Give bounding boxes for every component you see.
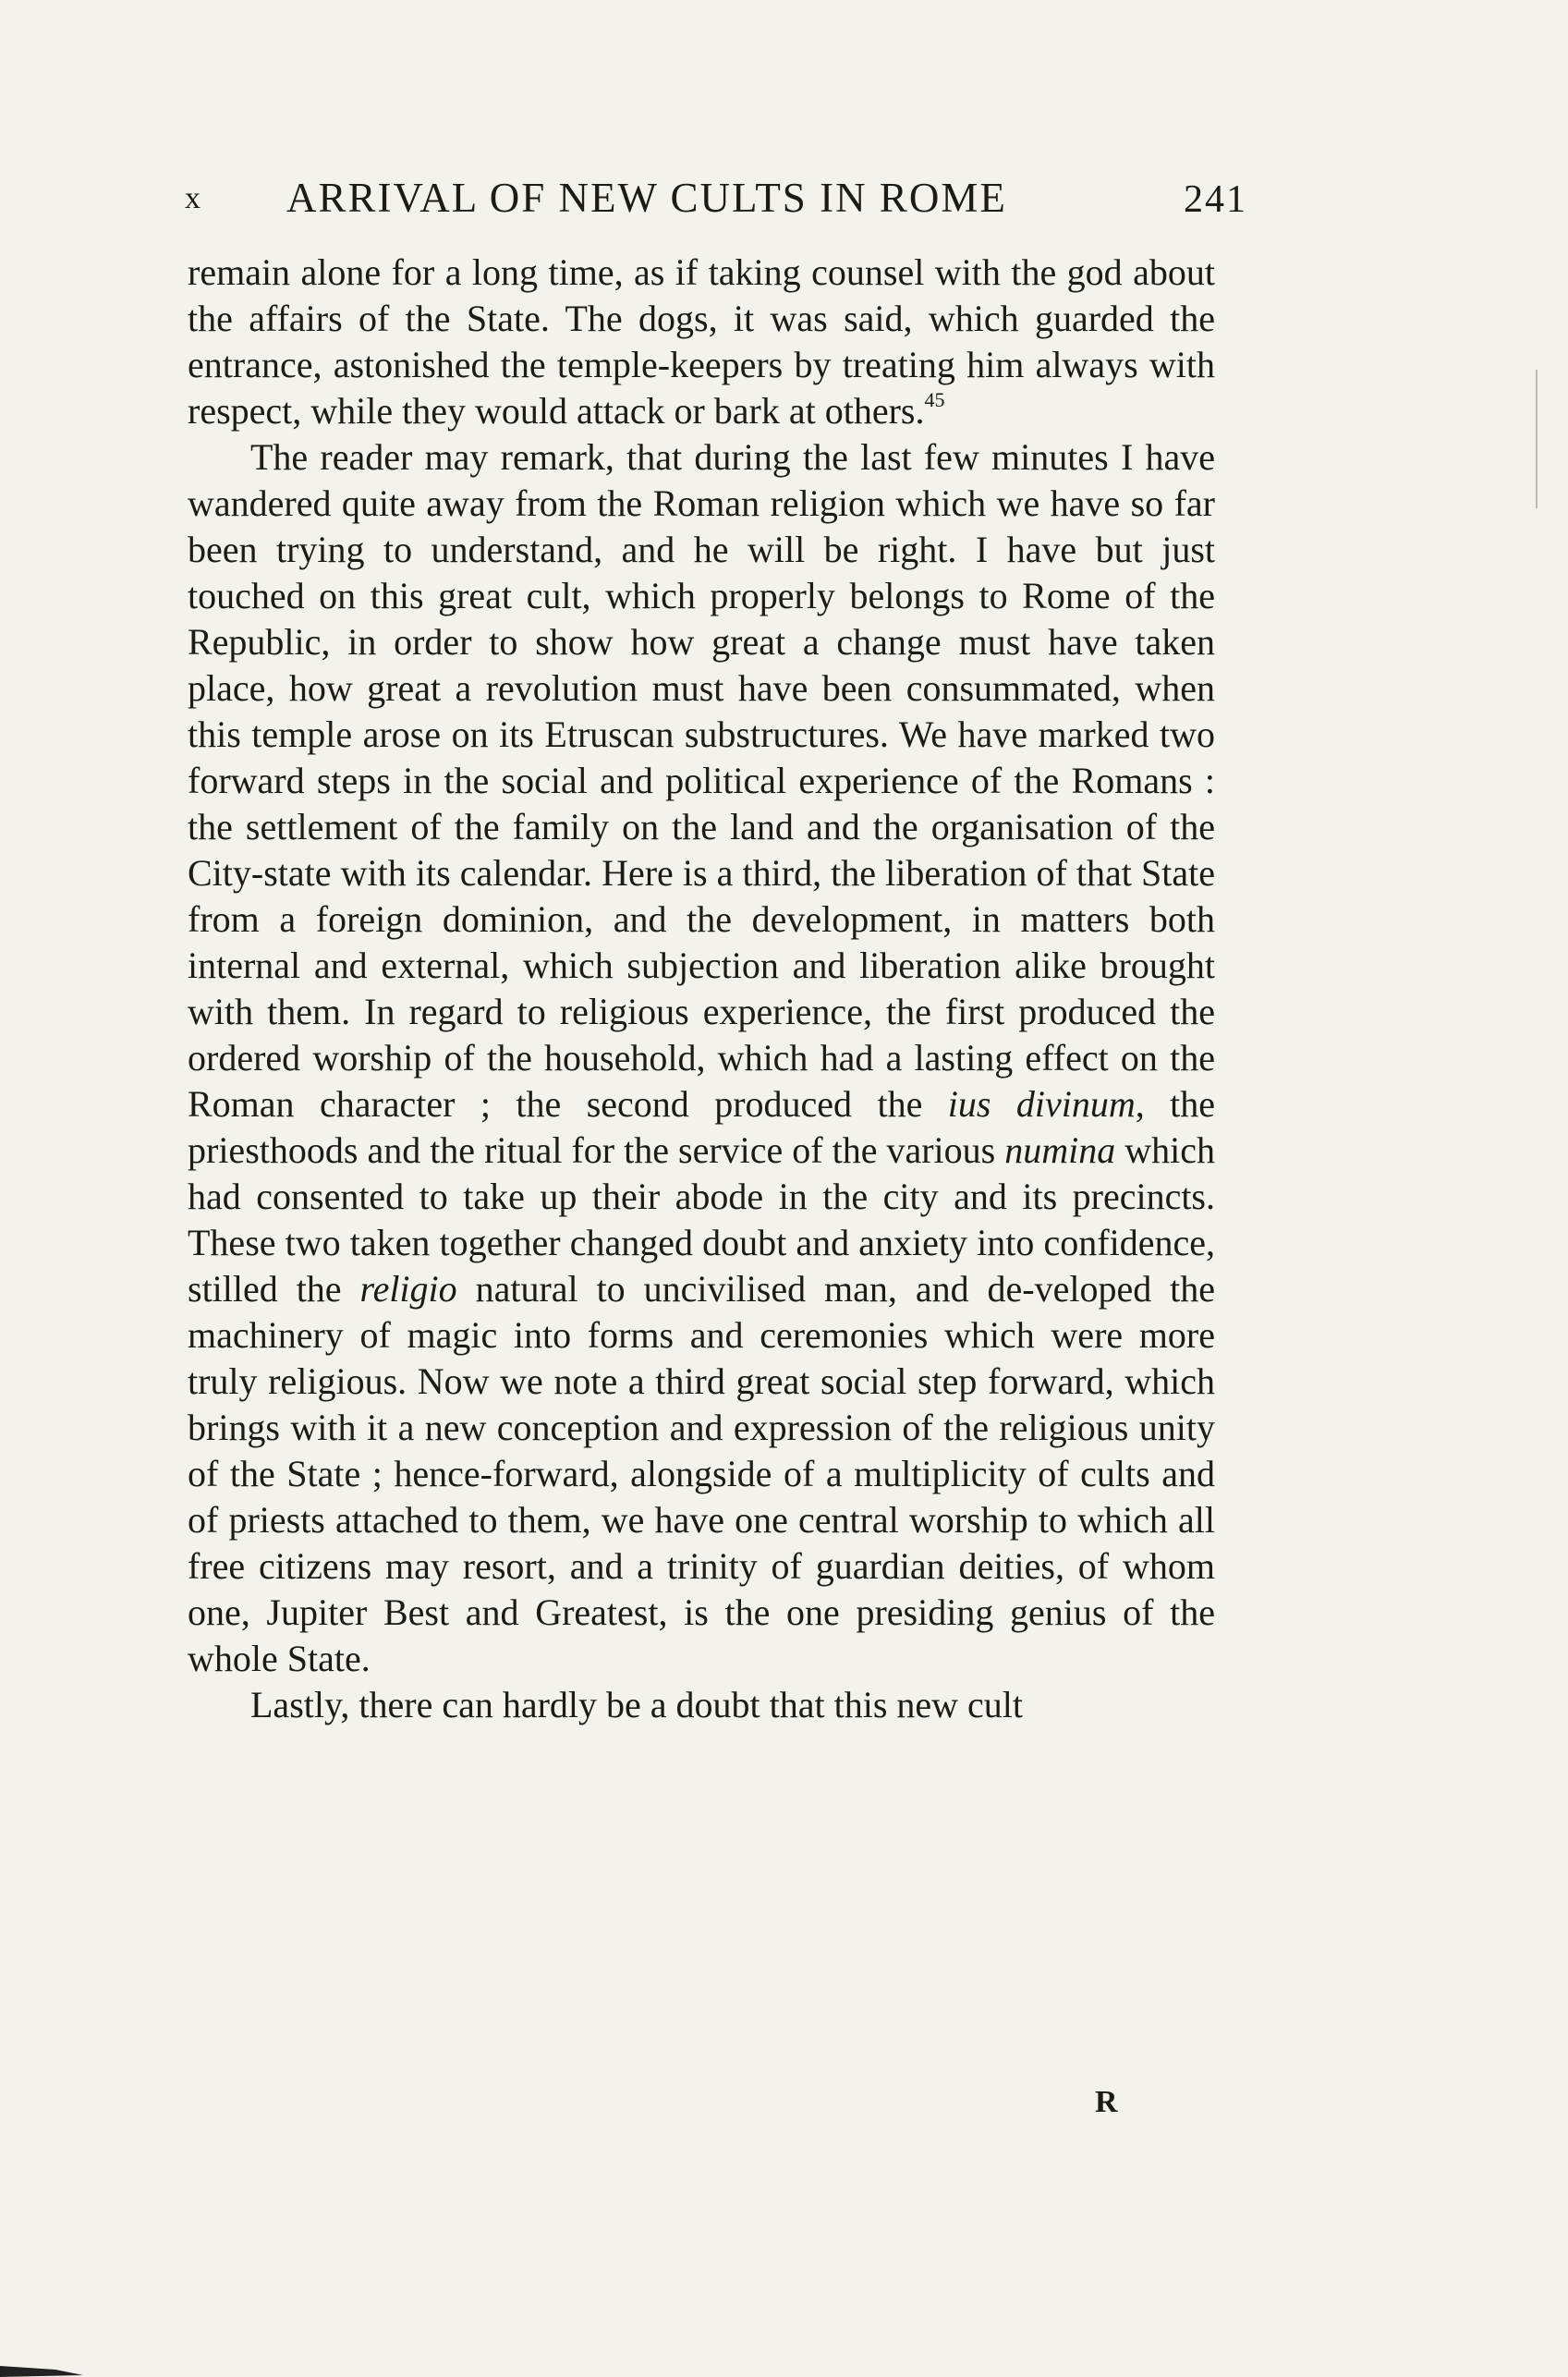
- body-text: [188, 250, 1215, 1728]
- scan-edge-mark: [0, 2357, 83, 2377]
- footnote-marker: 45: [924, 388, 945, 411]
- page-number: 241: [1184, 178, 1247, 221]
- paragraph: [188, 434, 1215, 1682]
- margin-speck: [1534, 370, 1539, 508]
- italic-term: numina: [1004, 1129, 1116, 1171]
- running-header: [185, 174, 1247, 226]
- running-title: ARRIVAL OF NEW CULTS IN ROME: [286, 175, 1007, 221]
- paragraph-continuation: [188, 250, 1215, 434]
- italic-term: ius divinum: [947, 1083, 1136, 1125]
- paragraph: [188, 1682, 1215, 1728]
- italic-term: religio: [359, 1268, 457, 1310]
- chapter-number: x: [185, 181, 202, 215]
- text-segment: natural to uncivilised man, and de-veloped the machinery of magic into forms and ceremonies which were more truly religious. Now we note a third great social step forward, which brings with it a new conception and expression of the religious unity of the State ; hence-forward, alongside of a multiplicity of cults and of priests attached to them, we have one central worship to which all free citizens may resort, and a trinity of guardian deities, of whom one, Jupiter Best and Greatest, is the one presiding genius of the whole State.: [188, 1268, 1215, 1679]
- text-segment: Lastly, there can hardly be a doubt that this new cult: [250, 1684, 1024, 1725]
- text-segment: , the priesthoods and the ritual for the service of the various: [188, 1083, 1216, 1171]
- signature-mark: R: [1095, 2085, 1119, 2119]
- text-segment: which had consented to take up their abode in the city and its precincts. These two taken together changed doubt and anxiety into confidence, stilled the: [188, 1129, 1215, 1310]
- text-segment: The reader may remark, that during the last few minutes I have wandered quite away from the Roman religion which we have so far been trying to understand, and he will be right. I have but just touched on this great cult, which properly belongs to Rome of the Republic, in order to show how great a change must have taken place, how great a revolution must have been consummated, when this temple arose on its Etruscan substructures. We have marked two forward steps in the social and political experience of the Romans : the settlement of the family on the land and the organisation of the City-state with its calendar. Here is a third, the liberation of that State from a foreign dominion, and the development, in matters both internal and external, which subjection and liberation alike brought with them. In regard to religious experience, the first produced the ordered worship of the household, which had a lasting effect on the Roman character ; the second produced the: [188, 436, 1215, 1125]
- text-segment: remain alone for a long time, as if taking counsel with the god about the affairs of the State. The dogs, it was said, which guarded the entrance, astonished the temple-keepers by treating him always with respect, while they would attack or bark at others.: [188, 251, 1215, 432]
